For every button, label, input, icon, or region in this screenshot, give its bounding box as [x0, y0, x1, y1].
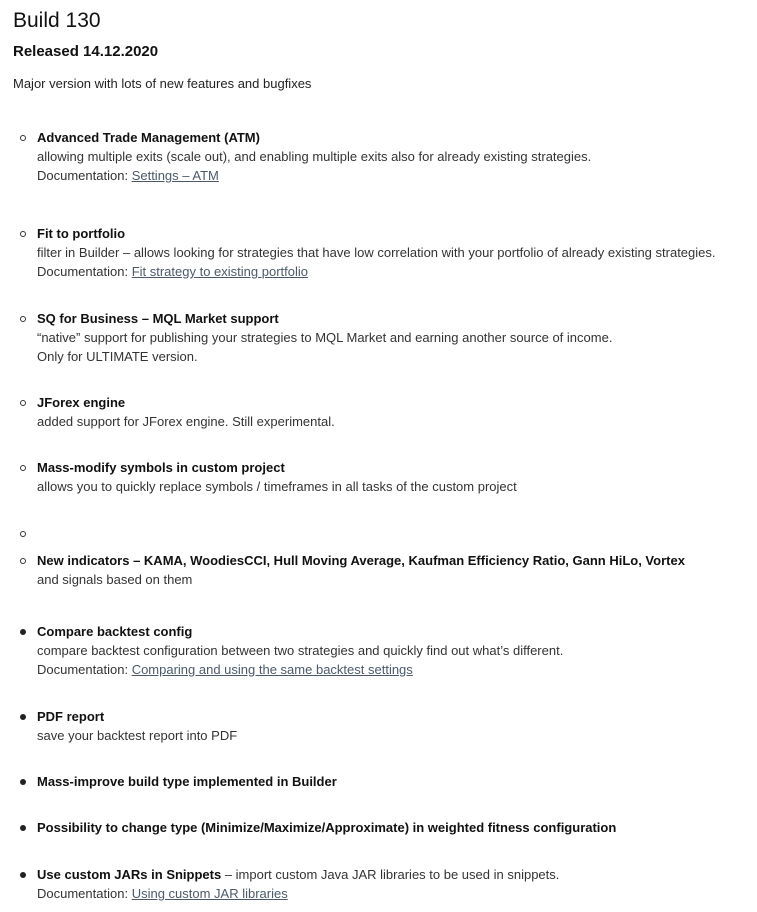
item-heading: Mass-improve build type implemented in Builder [37, 774, 337, 789]
documentation-label: Documentation: [37, 264, 129, 279]
list-item [37, 128, 753, 185]
item-heading: JForex engine [37, 395, 126, 410]
disc-bullet-icon [20, 714, 26, 720]
item-heading: PDF report [37, 709, 105, 724]
disc-bullet-icon [20, 872, 26, 878]
list-item [37, 772, 753, 791]
documentation-link[interactable]: Using custom JAR libraries [131, 886, 288, 901]
release-date: Released 14.12.2020 [13, 43, 159, 60]
item-documentation [37, 262, 753, 281]
item-documentation [37, 660, 753, 679]
item-heading: Use custom JARs in Snippets [37, 867, 222, 882]
documentation-label: Documentation: [37, 168, 129, 183]
documentation-label: Documentation: [37, 886, 129, 901]
item-documentation [37, 884, 753, 903]
intro-text: Major version with lots of new features and bugfixes [13, 76, 312, 91]
disc-bullet-icon [20, 779, 26, 785]
item-description: allows you to quickly replace symbols / timeframes in all tasks of the custom project [37, 479, 517, 494]
circle-bullet-icon [20, 558, 26, 564]
item-documentation [37, 166, 753, 185]
list-item [37, 622, 753, 679]
documentation-link[interactable]: Settings – ATM [131, 168, 219, 183]
item-heading: Compare backtest config [37, 624, 193, 639]
circle-bullet-icon [20, 400, 26, 406]
documentation-link[interactable]: Comparing and using the same backtest settings [131, 662, 413, 677]
item-heading: Advanced Trade Management (ATM) [37, 130, 260, 145]
list-item [37, 393, 753, 431]
circle-bullet-icon [20, 531, 26, 537]
item-description: compare backtest configuration between two strategies and quickly find out what’s different. [37, 643, 564, 658]
item-heading: Possibility to change type (Minimize/Maximize/Approximate) in weighted fitness configuration [37, 820, 617, 835]
item-description: allowing multiple exits (scale out), and enabling multiple exits also for already existing strategies. [37, 149, 592, 164]
disc-bullet-icon [20, 825, 26, 831]
documentation-link[interactable]: Fit strategy to existing portfolio [131, 264, 308, 279]
item-note: Only for ULTIMATE version. [37, 349, 198, 364]
page-title: Build 130 [13, 9, 101, 32]
list-item [37, 865, 753, 903]
documentation-label: Documentation: [37, 662, 129, 677]
item-description: save your backtest report into PDF [37, 728, 238, 743]
item-heading-line [37, 865, 753, 884]
list-item [37, 707, 753, 745]
circle-bullet-icon [20, 135, 26, 141]
disc-bullet-icon [20, 629, 26, 635]
item-heading: SQ for Business – MQL Market support [37, 311, 279, 326]
circle-bullet-icon [20, 316, 26, 322]
item-description: added support for JForex engine. Still experimental. [37, 414, 335, 429]
list-item [37, 224, 753, 281]
item-heading: Fit to portfolio [37, 226, 126, 241]
circle-bullet-icon [20, 465, 26, 471]
circle-bullet-icon [20, 231, 26, 237]
item-description: – import custom Java JAR libraries to be used in snippets. [221, 867, 560, 882]
item-heading: New indicators – KAMA, WoodiesCCI, Hull Moving Average, Kaufman Efficiency Ratio, Gann HiLo, Vortex [37, 553, 685, 568]
item-description: and signals based on them [37, 572, 193, 587]
item-heading: Mass-modify symbols in custom project [37, 460, 285, 475]
item-description: filter in Builder – allows looking for strategies that have low correlation with your portfolio of already existing strategies. [37, 245, 716, 260]
item-description: “native” support for publishing your strategies to MQL Market and earning another source of income. [37, 330, 613, 345]
list-item [37, 309, 753, 366]
list-item [37, 818, 753, 837]
list-item [37, 458, 753, 496]
list-item [37, 551, 753, 589]
